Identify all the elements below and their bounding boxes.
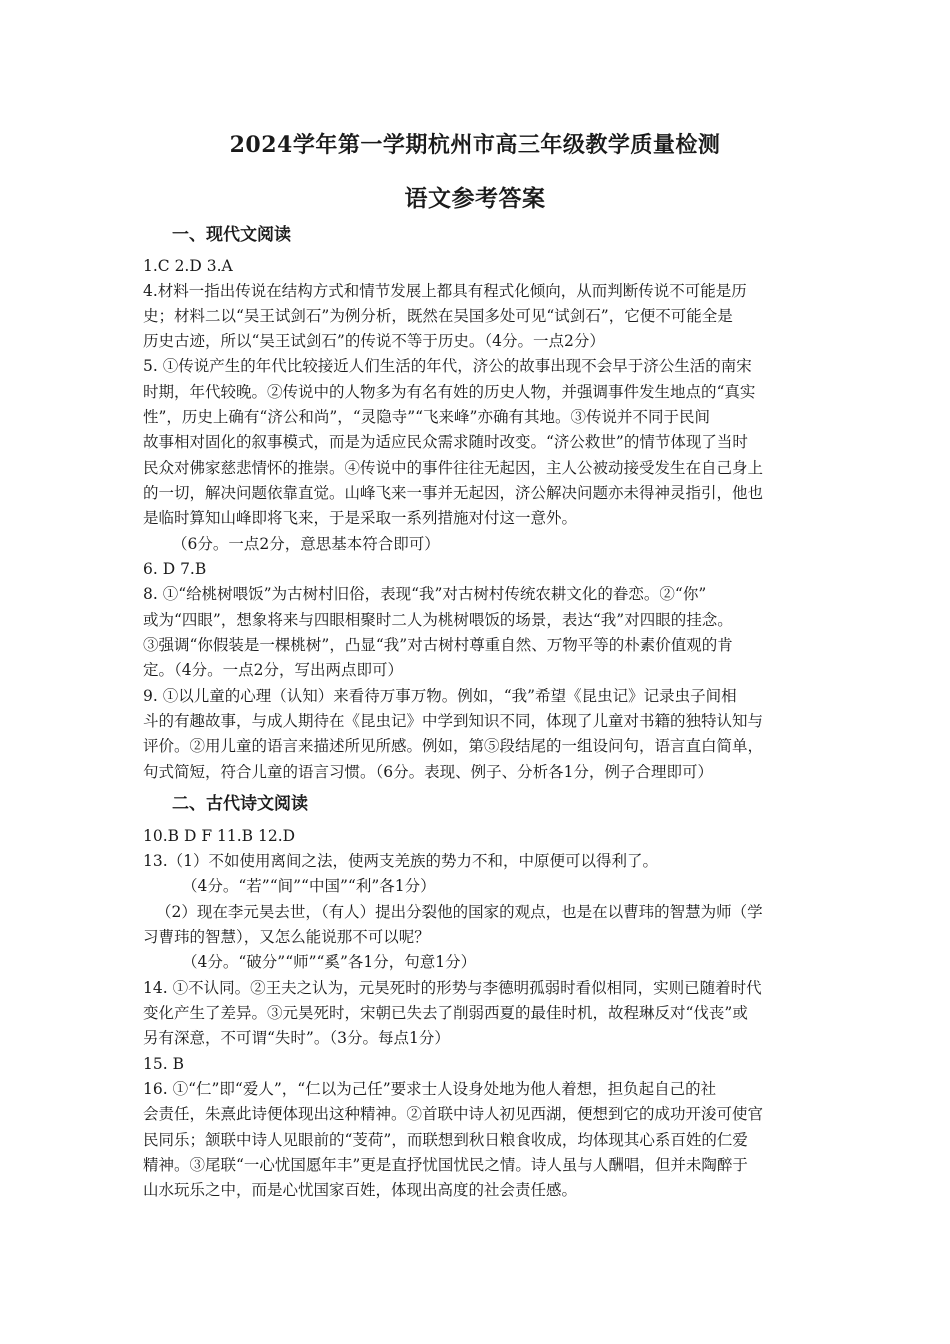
answer-line: 变化产生了差异。③元昊死时，宋朝已失去了削弱西夏的最佳时机，故程琳反对“伐丧”或 [143, 1004, 748, 1022]
answer-line: 6. D 7.B [143, 560, 207, 578]
answer-line: 精神。③尾联“一心忧国愿年丰”更是直抒忧国忧民之情。诗人虽与人酬唱，但并未陶醉于 [143, 1156, 748, 1174]
answer-line: 历史古迹，所以“吴王试剑石”的传说不等于历史。（4分。一点2分） [143, 332, 605, 350]
answer-line: 评价。②用儿童的语言来描述所见所感。例如，第⑤段结尾的一组设问句，语言直白简单， [143, 737, 764, 755]
answer-line: 史；材料二以“吴王试剑石”为例分析，既然在吴国多处可见“试剑石”，它便不可能全是 [143, 307, 733, 325]
answer-line: ③强调“你假装是一棵桃树”，凸显“我”对古树村尊重自然、万物平等的朴素价值观的肯 [143, 636, 733, 654]
answer-line: 是临时算知山峰即将飞来，于是采取一系列措施对付这一意外。 [143, 509, 578, 527]
answer-line: 另有深意，不可谓“失时”。（3分。每点1分） [143, 1029, 450, 1047]
scoring-note: （6分。一点2分，意思基本符合即可） [172, 535, 440, 553]
scoring-note: （4分。“破分”“师”“奚”各1分，句意1分） [182, 953, 477, 971]
answer-line: 山水玩乐之中，而是心忧国家百姓，体现出高度的社会责任感。 [143, 1181, 578, 1199]
answer-line: 10.B D F 11.B 12.D [143, 827, 296, 845]
answer-line: 句式简短，符合儿童的语言习惯。（6分。表现、例子、分析各1分，例子合理即可） [143, 763, 713, 781]
section-heading-modern-reading: 一、现代文阅读 [172, 225, 291, 245]
answer-line: 定。（4分。一点2分，写出两点即可） [143, 661, 403, 679]
page-title: 2024学年第一学期杭州市高三年级教学质量检测 [229, 132, 721, 158]
answer-line: 的一切，解决问题依靠直觉。山峰飞来一事并无起因，济公解决问题亦未得神灵指引，他也 [143, 484, 764, 502]
answer-line: 民同乐；颔联中诗人见眼前的“芰荷”，而联想到秋日粮食收成，均体现其心系百姓的仁爱 [143, 1131, 748, 1149]
answer-line: 性”，历史上确有“济公和尚”，“灵隐寺”“飞来峰”亦确有其地。③传说并不同于民间 [143, 408, 710, 426]
answer-line: 9. ①以儿童的心理（认知）来看待万事万物。例如，“我”希望《昆虫记》记录虫子间相 [143, 687, 737, 705]
answer-line: 时期，年代较晚。②传说中的人物多为有名有姓的历史人物，并强调事件发生地点的“真实 [143, 383, 756, 401]
answer-line: 会责任，朱熹此诗便体现出这种精神。②首联中诗人初见西湖，便想到它的成功开浚可使官 [143, 1105, 764, 1123]
scoring-note: （4分。“若”“间”“中国”“利”各1分） [182, 877, 436, 895]
answer-line: 斗的有趣故事，与成人期待在《昆虫记》中学到知识不同，体现了儿童对书籍的独特认知与 [143, 712, 764, 730]
answer-line: 习曹玮的智慧），又怎么能说那不可以呢？ [143, 928, 430, 946]
answer-line: （2）现在李元昊去世，（有人）提出分裂他的国家的观点，也是在以曹玮的智慧为师（学 [156, 903, 763, 921]
answer-line: 5. ①传说产生的年代比较接近人们生活的年代，济公的故事出现不会早于济公生活的南宋 [143, 357, 752, 375]
answer-line: 15. B [143, 1055, 184, 1073]
answer-line: 民众对佛家慈悲情怀的推崇。④传说中的事件往往无起因，主人公被动接受发生在自己身上 [143, 459, 764, 477]
answer-line: 或为“四眼”，想象将来与四眼相聚时二人为桃树喂饭的场景，表达“我”对四眼的挂念。 [143, 611, 733, 629]
page-subtitle: 语文参考答案 [404, 185, 546, 212]
answer-line: 16. ①“仁”即“爱人”，“仁以为己任”要求士人设身处地为他人着想，担负起自己的社 [143, 1080, 717, 1098]
answer-line: 14. ①不认同。②王夫之认为，元昊死时的形势与李德明孤弱时看似相同，实则已随着时代 [143, 979, 762, 997]
answer-line: 8. ①“给桃树喂饭”为古树村旧俗，表现“我”对古树村传统农耕文化的眷恋。②“你” [143, 585, 707, 603]
answer-line: 1.C 2.D 3.A [143, 257, 233, 275]
answer-line: 4.材料一指出传说在结构方式和情节发展上都具有程式化倾向，从而判断传说不可能是历 [143, 282, 747, 300]
answer-line: 故事相对固化的叙事模式，而是为适应民众需求随时改变。“济公救世”的情节体现了当时 [143, 433, 748, 451]
section-heading-classical-reading: 二、古代诗文阅读 [172, 794, 308, 814]
answer-line: 13.（1）不如使用离间之法，使两支羌族的势力不和，中原便可以得利了。 [143, 852, 659, 870]
